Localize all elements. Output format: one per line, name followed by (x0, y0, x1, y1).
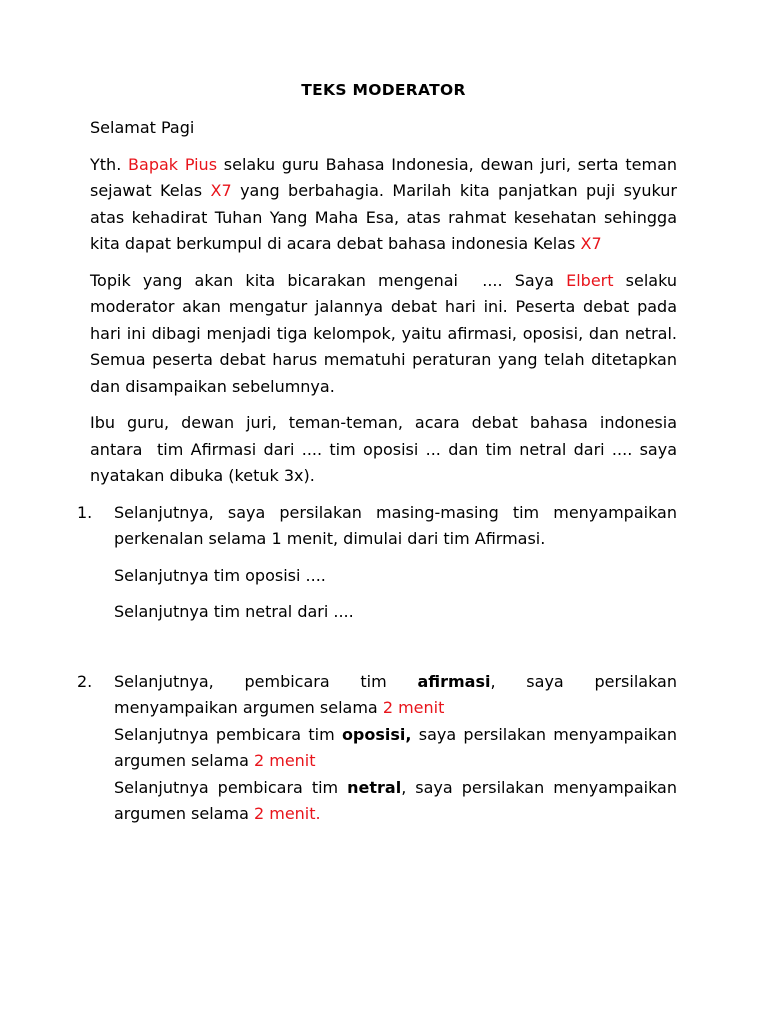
list-subline: Selanjutnya tim netral dari .... (114, 602, 354, 621)
text-span: selaku guru Bahasa Indonesia, dewan juri, serta teman sejawat Kelas (90, 154, 678, 200)
text-span: selaku moderator akan mengatur jalannya debat hari ini. Peserta debat pada hari ini dibagi menjadi tiga kelompok, yaitu afirmasi, oposisi, dan netral. Semua peserta debat harus mematuhi peraturan yang telah ditetapkan dan disampaikan sebelumnya. (90, 270, 677, 396)
list-subline (90, 775, 677, 828)
teacher-name: Bapak Pius (128, 154, 218, 174)
time-limit: 2 menit. (253, 804, 321, 823)
topic-paragraph (90, 268, 677, 401)
team-name: netral (347, 777, 402, 797)
class-name: X7 (210, 181, 232, 200)
time-limit: 2 menit (382, 698, 445, 717)
list-item (77, 500, 677, 553)
list-item-text: Selanjutnya, saya persilakan masing-masing tim menyampaikan perkenalan selama 1 menit, dimulai dari tim Afirmasi. (114, 502, 677, 548)
opening-statement: Ibu guru, dewan juri, teman-teman, acara debat bahasa indonesia antara tim Afirmasi dari .... tim oposisi ... dan tim netral dari .... saya nyatakan dibuka (ketuk 3x). (90, 413, 677, 485)
class-name: X7 (580, 234, 602, 253)
team-name: afirmasi (417, 671, 491, 691)
list-number: 1. (77, 502, 93, 522)
document-title: TEKS MODERATOR (301, 81, 466, 99)
text-span: Yth. (90, 154, 129, 174)
list-item (77, 669, 678, 722)
text-span: yang berbahagia. Marilah kita panjatkan puji syukur atas kehadirat Tuhan Yang Maha Esa, atas rahmat kesehatan sehingga kita dapat berkumpul di acara debat bahasa indonesia Kelas (90, 181, 678, 253)
text-span: Selanjutnya, pembicara tim (114, 671, 418, 691)
time-limit: 2 menit (253, 751, 316, 770)
document-page (77, 78, 678, 828)
text-span: Selanjutnya pembicara tim (114, 724, 342, 744)
list-number: 2. (77, 671, 93, 691)
opening-paragraph (90, 152, 677, 258)
greeting: Selamat Pagi (90, 118, 195, 137)
text-span: Topik yang akan kita bicarakan mengenai .... Saya (90, 270, 567, 290)
list-subline (90, 722, 677, 775)
list-subline: Selanjutnya tim oposisi .... (114, 565, 326, 585)
text-span: , saya persilakan menyampaikan argumen selama (114, 671, 678, 717)
text-span: , saya persilakan menyampaikan argumen selama (114, 777, 677, 823)
text-span: Selanjutnya pembicara tim (114, 777, 348, 797)
text-span: saya persilakan menyampaikan argumen selama (114, 724, 677, 770)
team-name: oposisi, (341, 724, 412, 744)
moderator-name: Elbert (566, 270, 614, 290)
